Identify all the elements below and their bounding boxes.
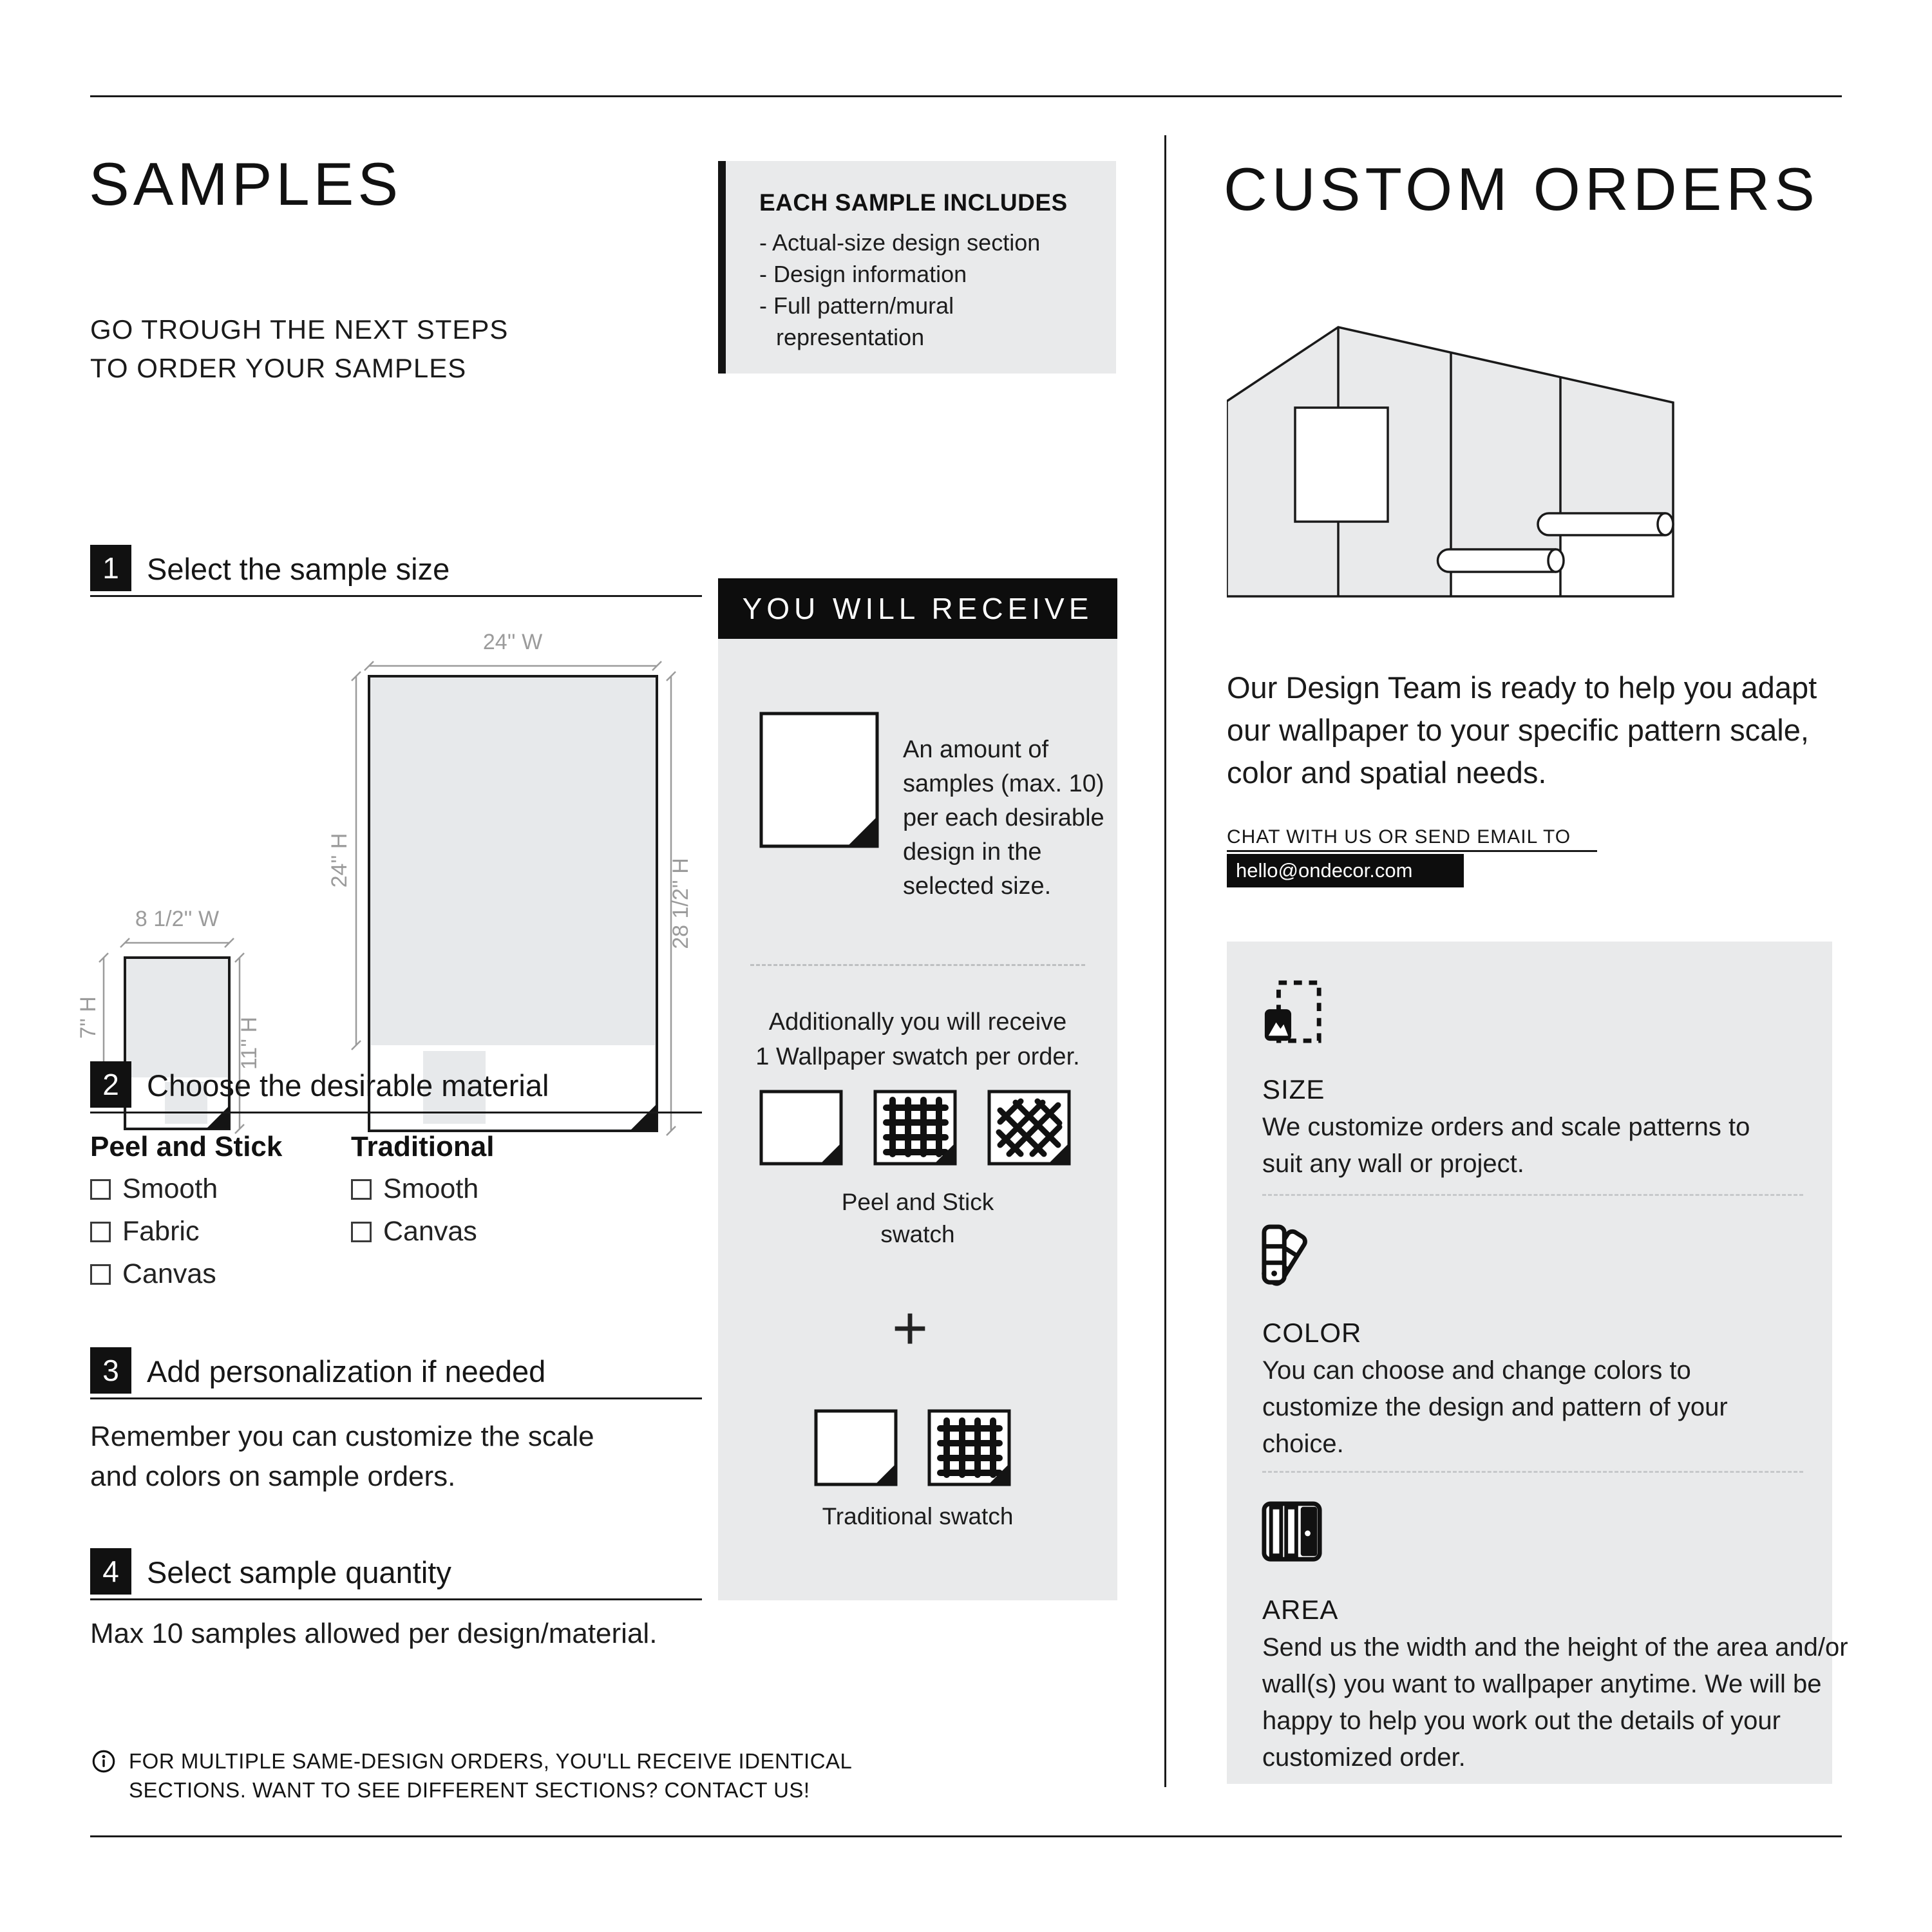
step-2-underline: [90, 1112, 702, 1113]
small-width-label: 8 1/2'' W: [135, 907, 220, 931]
includes-item: - Design information: [759, 258, 1094, 290]
large-width-label: 24'' W: [482, 630, 543, 654]
plus-icon: +: [892, 1294, 929, 1363]
includes-item: - Actual-size design section: [759, 227, 1094, 258]
step-4-badge: 4: [90, 1548, 131, 1595]
peel-options: [90, 1173, 218, 1301]
large-height-left-label: 24'' H: [327, 833, 352, 888]
custom-orders-title: CUSTOM ORDERS: [1224, 155, 1819, 223]
option-label: Smooth: [122, 1173, 218, 1204]
blank-swatch-icon: [759, 1090, 843, 1166]
email-underline: [1227, 850, 1597, 852]
checkbox-icon[interactable]: [90, 1179, 111, 1200]
wallpaper-roll: [1538, 513, 1665, 535]
step-1-underline: [90, 595, 702, 597]
dashed-separator: [1262, 1471, 1803, 1473]
option-row: [351, 1173, 478, 1205]
step-4-underline: [90, 1598, 702, 1600]
dashed-separator: [750, 964, 1085, 966]
feature-color-title: COLOR: [1262, 1318, 1362, 1348]
includes-item: - Full pattern/mural representation: [759, 290, 1094, 353]
includes-list: [759, 227, 1094, 353]
feature-area-text: Send us the width and the height of the area and/or wall(s) you want to wallpaper anytime. We will be happy to help you work out the details of your customized order.: [1262, 1633, 1848, 1772]
feature-area-title: AREA: [1262, 1595, 1339, 1625]
email-badge[interactable]: hello@ondecor.com: [1227, 854, 1464, 887]
option-row: [90, 1216, 218, 1247]
option-label: Smooth: [383, 1173, 479, 1204]
option-label: Canvas: [383, 1216, 477, 1247]
checkbox-icon[interactable]: [90, 1222, 111, 1242]
option-row: [90, 1258, 218, 1290]
footer-note-text: FOR MULTIPLE SAME-DESIGN ORDERS, YOU'LL RECEIVE IDENTICAL SECTIONS. WANT TO SEE DIFFERENT SECTIONS? CONTACT US!: [129, 1749, 852, 1802]
material-col-traditional-title: Traditional: [351, 1131, 495, 1162]
step-4-title: Select sample quantity: [147, 1555, 451, 1589]
option-label: Canvas: [122, 1258, 216, 1289]
checkbox-icon[interactable]: [90, 1264, 111, 1285]
window: [1295, 408, 1388, 522]
page-icon: [759, 712, 879, 848]
color-swatches-icon: [1261, 1224, 1324, 1287]
includes-title: EACH SAMPLE INCLUDES: [759, 189, 1068, 216]
crosshatch-swatch-icon: [987, 1090, 1071, 1166]
info-icon: [90, 1748, 117, 1775]
step-3-underline: [90, 1397, 702, 1399]
you-will-receive-header: YOU WILL RECEIVE: [718, 578, 1117, 639]
step-4-text: Max 10 samples allowed per design/material.: [90, 1618, 658, 1649]
grid-swatch-icon: [873, 1090, 957, 1166]
grid-swatch-icon: [927, 1409, 1011, 1486]
option-label: Fabric: [122, 1216, 200, 1247]
additional-note: Additionally you will receive 1 Wallpaper swatch per order.: [755, 1009, 1080, 1070]
blank-swatch-icon: [814, 1409, 898, 1486]
dashed-separator: [1262, 1194, 1803, 1196]
each-sample-includes-box: [718, 161, 1116, 374]
material-col-peel-title: Peel and Stick: [90, 1131, 283, 1162]
feature-size-title: SIZE: [1262, 1074, 1325, 1104]
house-wallpaper-illustration: [1227, 322, 1678, 605]
footer-note: [90, 1747, 869, 1804]
large-height-right-label: 28 1/2'' H: [668, 858, 693, 949]
small-height-left-label: 7'' H: [76, 996, 100, 1039]
step-3-badge: 3: [90, 1347, 131, 1394]
traditional-swatch-caption: Traditional swatch: [822, 1503, 1014, 1530]
custom-intro: Our Design Team is ready to help you adapt our wallpaper to your specific pattern scale, color and spatial needs.: [1227, 670, 1817, 790]
top-divider: [90, 95, 1842, 97]
custom-features-panel: [1227, 942, 1848, 1784]
checkbox-icon[interactable]: [351, 1222, 372, 1242]
resize-image-icon: [1261, 980, 1324, 1043]
step-1-badge: 1: [90, 545, 131, 591]
option-row: [90, 1173, 218, 1205]
small-height-right-label: 11'' H: [237, 1016, 261, 1070]
wall-area-icon: [1261, 1501, 1324, 1564]
checkbox-icon[interactable]: [351, 1179, 372, 1200]
feature-size-text: We customize orders and scale patterns to suit any wall or project.: [1262, 1113, 1750, 1178]
traditional-options: [351, 1173, 478, 1258]
wallpaper-roll: [1438, 549, 1557, 572]
bottom-divider: [90, 1835, 1842, 1837]
step-2-badge: 2: [90, 1061, 131, 1108]
chat-label: CHAT WITH US OR SEND EMAIL TO: [1227, 826, 1571, 848]
step-3-text: Remember you can customize the scale and colors on sample orders.: [90, 1421, 594, 1492]
samples-subtitle: GO TROUGH THE NEXT STEPS TO ORDER YOUR SAMPLES: [90, 314, 509, 383]
step-3-title: Add personalization if needed: [147, 1354, 546, 1388]
feature-color-text: You can choose and change colors to customize the design and pattern of your choice.: [1262, 1356, 1728, 1458]
samples-title: SAMPLES: [89, 150, 402, 218]
peel-swatch-caption: Peel and Stick swatch: [841, 1189, 994, 1247]
step-1-title: Select the sample size: [147, 552, 450, 586]
option-row: [351, 1216, 478, 1247]
vertical-divider: [1164, 135, 1166, 1787]
step-2-title: Choose the desirable material: [147, 1068, 549, 1103]
samples-note: An amount of samples (max. 10) per each desirable design in the selected size.: [903, 736, 1104, 900]
